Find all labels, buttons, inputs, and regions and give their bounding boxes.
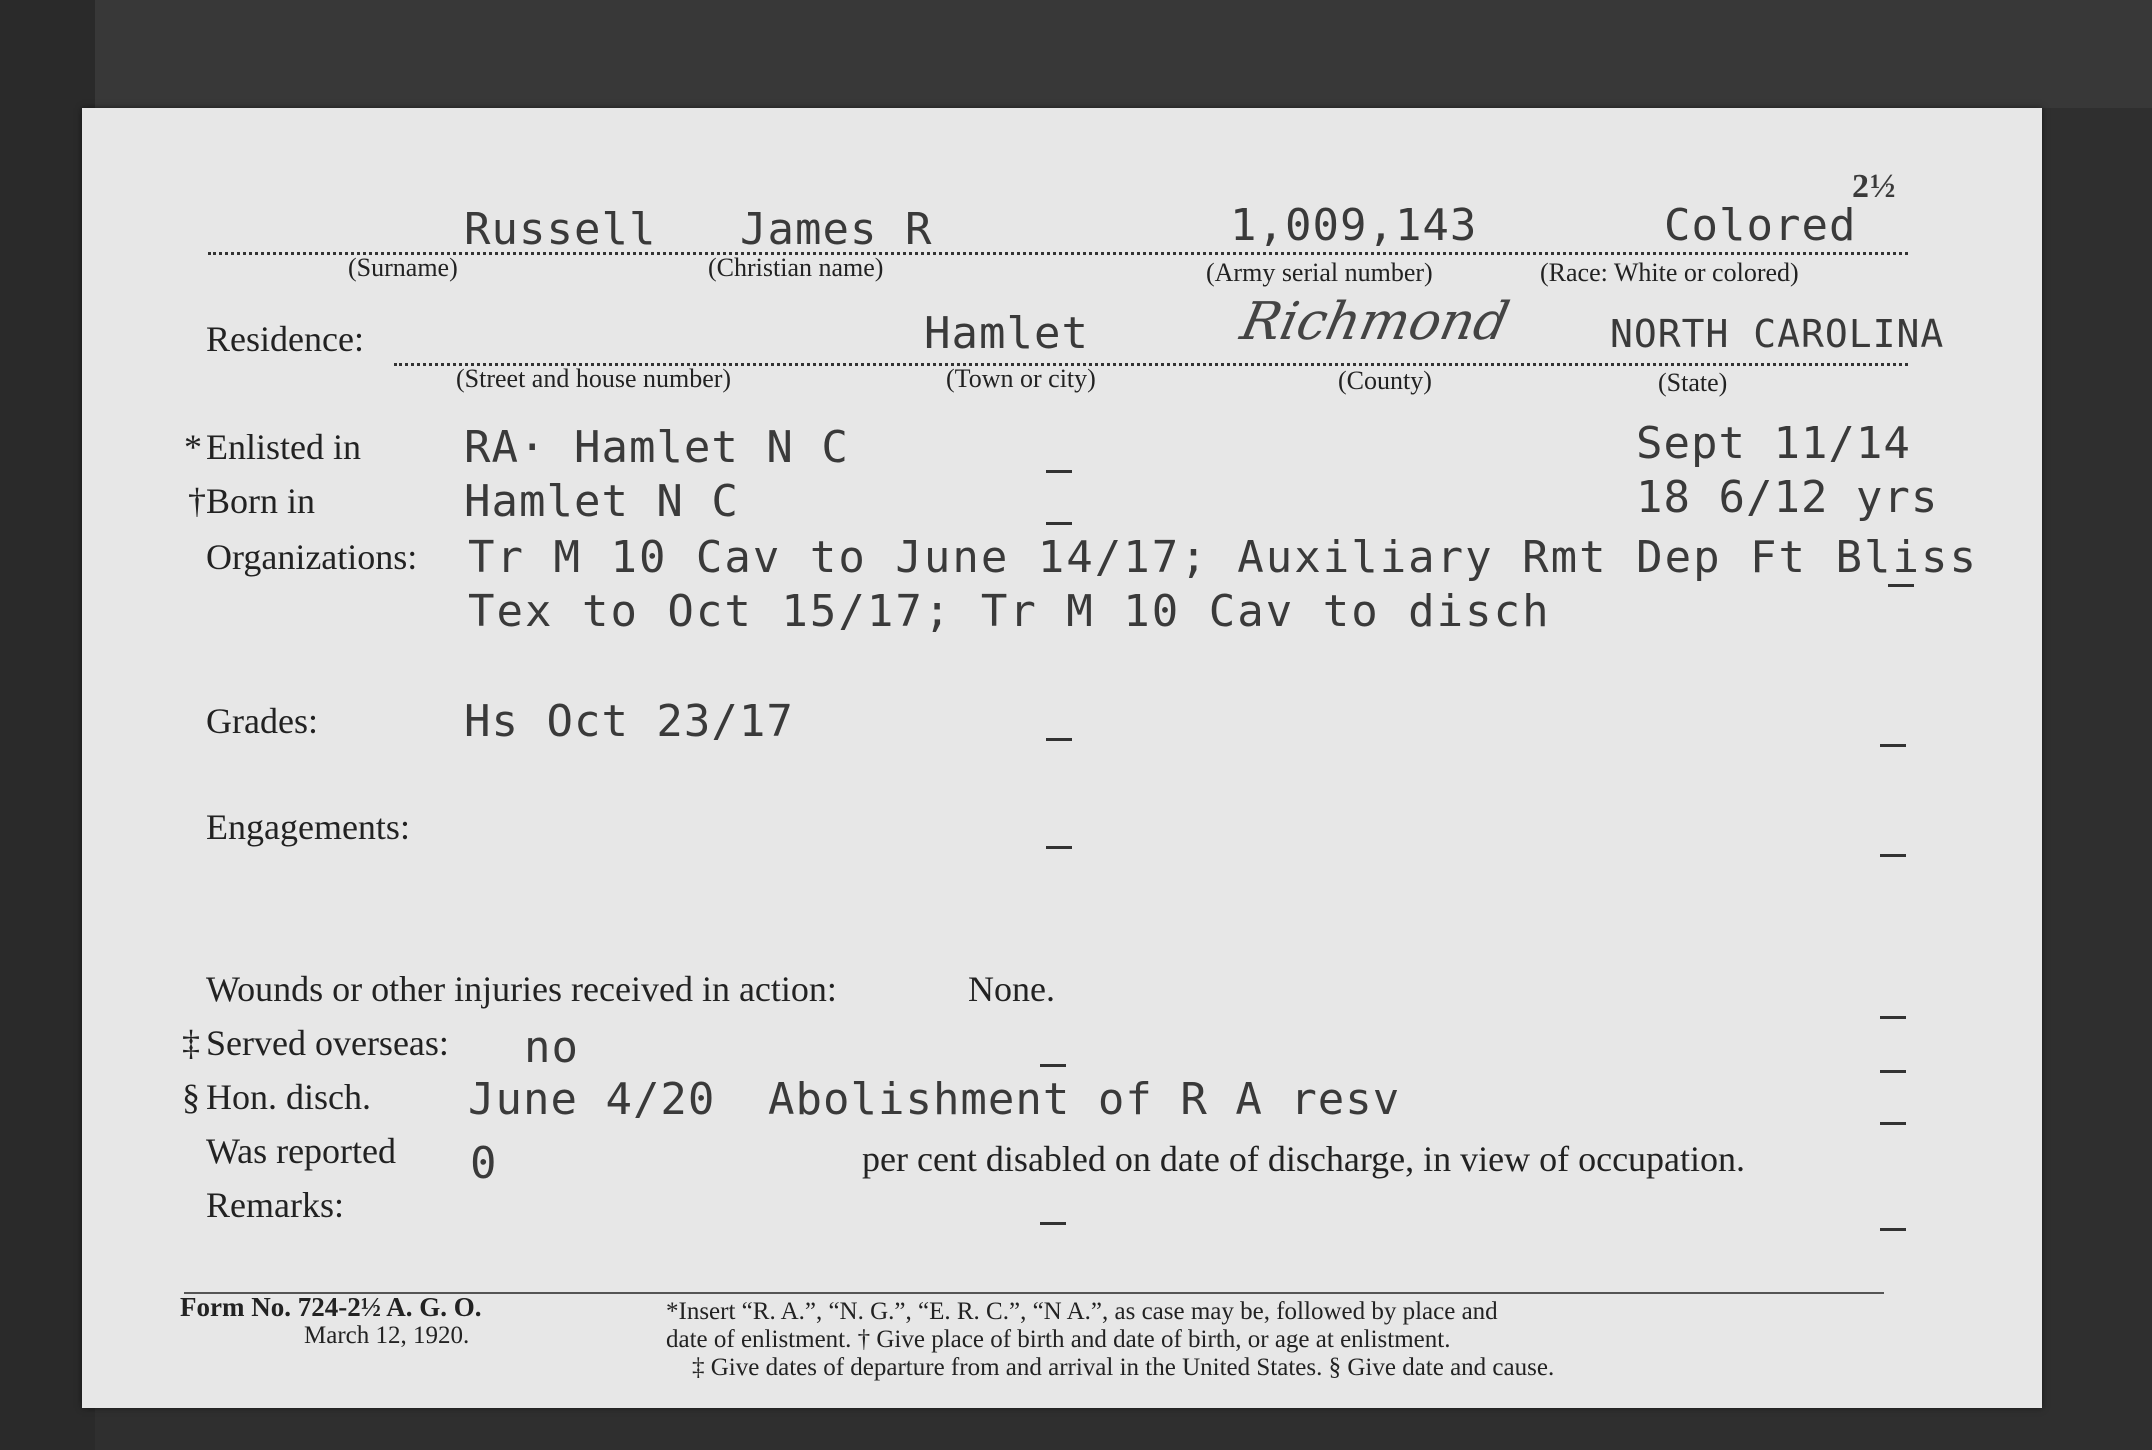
organizations-line-2: Tex to Oct 15/17; Tr M 10 Cav to disch [468,586,1551,637]
organizations-line-1: Tr M 10 Cav to June 14/17; Auxiliary Rmt Dep Ft Bliss [468,532,1978,583]
disabled-text: per cent disabled on date of discharge, in view of occupation. [862,1139,1746,1179]
scanner-background-top [0,0,2152,108]
residence-label: Residence: [206,319,364,359]
surname-value: Russell [464,204,657,255]
footnote-line-2: date of enlistment. † Give place of birth and date of birth, or age at enlistment. [666,1326,1451,1353]
wounds-value: None. [968,969,1055,1009]
scanner-background-left [0,0,95,1450]
race-value: Colored [1664,200,1857,251]
race-caption: (Race: White or colored) [1540,258,1799,287]
born-value: Hamlet N C [464,476,739,527]
state-value: NORTH CAROLINA [1610,312,1945,356]
engagements-dash [1046,846,1072,849]
corner-number: 2½ [1852,168,1897,205]
born-label: Born in [206,481,316,521]
form-date: March 12, 1920. [304,1322,470,1349]
county-caption: (County) [1338,366,1432,395]
reported-dash-right [1880,1122,1906,1125]
reported-label: Was reported [206,1131,397,1171]
county-value-handwritten: Richmond [1235,292,1515,352]
overseas-label: Served overseas: [206,1023,449,1063]
grades-dash-right [1880,744,1906,747]
form-number: Form No. 724-2½ A. G. O. [180,1292,482,1322]
overseas-dash [1040,1064,1066,1067]
disch-reason: Abolishment of R A resv [768,1074,1401,1125]
enlisted-label: Enlisted in [206,427,361,467]
grades-label: Grades: [206,701,318,741]
street-caption: (Street and house number) [456,364,732,393]
born-mark: † [188,481,206,521]
enlisted-dash [1046,470,1072,473]
surname-caption: (Surname) [348,253,458,282]
born-dash [1046,522,1072,525]
christian-name-value: James R [740,204,933,255]
town-caption: (Town or city) [946,364,1096,393]
engagements-label: Engagements: [206,807,410,847]
footnote-line-1: *Insert “R. A.”, “N. G.”, “E. R. C.”, “N A.”, as case may be, followed by place and [666,1298,1498,1325]
disch-dash-right [1880,1070,1906,1073]
remarks-dash [1040,1222,1066,1225]
enlisted-value: RA· Hamlet N C [464,422,849,473]
name-line [208,252,1908,255]
enlisted-mark: * [184,427,202,467]
town-value: Hamlet [924,308,1089,359]
enlisted-date: Sept 11/14 [1636,418,1911,469]
organizations-label: Organizations: [206,537,418,577]
reported-value: 0 [470,1138,498,1189]
grades-dash [1046,738,1072,741]
organizations-dash [1888,584,1914,587]
service-record-card [82,108,2042,1408]
remarks-label: Remarks: [206,1185,344,1225]
disch-date: June 4/20 [468,1074,716,1125]
overseas-dash-right [1880,1016,1906,1019]
serial-number-value: 1,009,143 [1230,200,1478,251]
born-age: 18 6/12 yrs [1636,472,1939,523]
overseas-mark: ‡ [182,1023,200,1063]
wounds-label: Wounds or other injuries received in action: [206,969,837,1009]
grades-value: Hs Oct 23/17 [464,696,794,747]
footnote-line-3: ‡ Give dates of departure from and arrival in the United States. § Give date and cause. [692,1354,1555,1381]
remarks-dash-right [1880,1228,1906,1231]
disch-label: Hon. disch. [206,1077,371,1117]
disch-mark: § [182,1077,200,1117]
serial-number-caption: (Army serial number) [1206,258,1433,287]
state-caption: (State) [1658,368,1728,397]
engagements-dash-right [1880,854,1906,857]
christian-name-caption: (Christian name) [708,253,884,282]
overseas-value: no [524,1022,579,1073]
